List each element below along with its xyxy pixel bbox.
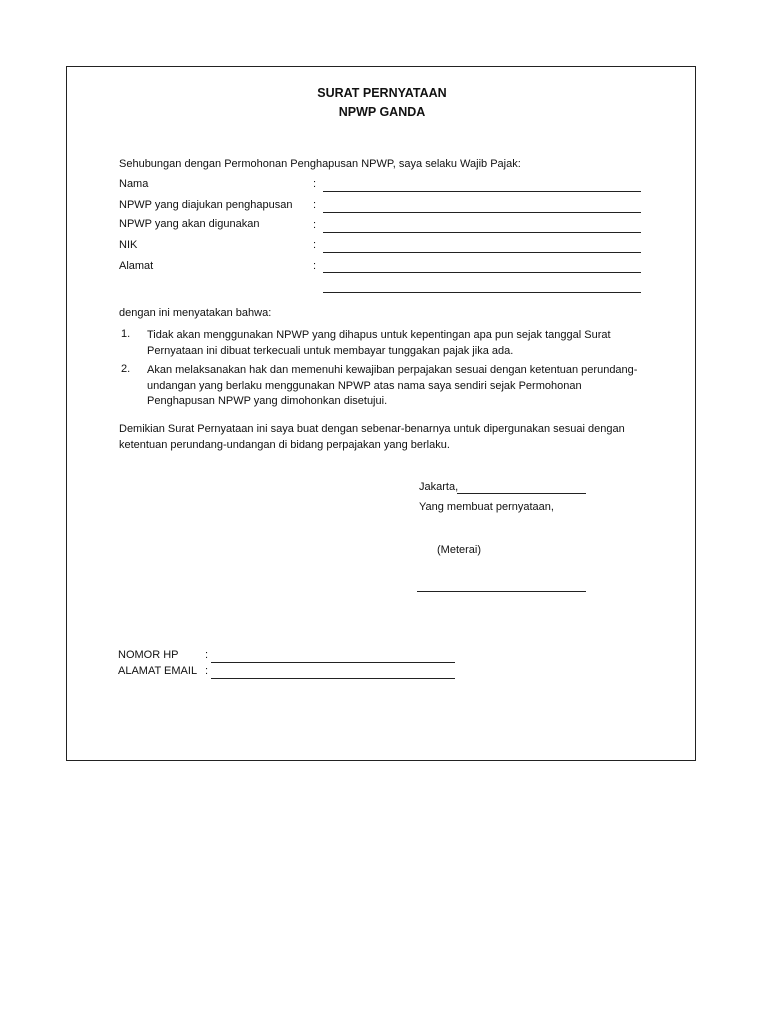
field-colon: :: [313, 178, 317, 190]
field-label-npwp-dihapus: NPWP yang diajukan penghapusan: [119, 199, 293, 211]
intro-text: Sehubungan dengan Permohonan Penghapusan NPWP, saya selaku Wajib Pajak:: [119, 158, 521, 170]
field-label-nama: Nama: [119, 178, 149, 190]
field-label-alamat: Alamat: [119, 260, 154, 272]
list-item: [147, 363, 647, 410]
field-colon: :: [313, 239, 317, 251]
field-colon: :: [313, 219, 317, 231]
list-item-line: Penghapusan NPWP yang dimohonkan disetujui.: [147, 395, 388, 407]
list-item-number: 1.: [121, 328, 131, 340]
field-line-npwp-digunakan[interactable]: [323, 232, 641, 233]
field-line-alamat-2[interactable]: [323, 292, 641, 293]
declaration-text: dengan ini menyatakan bahwa:: [119, 307, 272, 319]
field-colon: :: [205, 665, 209, 677]
list-item-line: Tidak akan menggunakan NPWP yang dihapus untuk kepentingan apa pun sejak tanggal Surat: [147, 329, 611, 341]
field-colon: :: [313, 260, 317, 272]
list-item-number: 2.: [121, 363, 131, 375]
statement-form: [66, 66, 696, 761]
contact-label-phone: NOMOR HP: [118, 649, 179, 661]
closing-line: ketentuan perundang-undangan di bidang perpajakan yang berlaku.: [119, 438, 450, 451]
list-item-line: Akan melaksanakan hak dan memenuhi kewajiban perpajakan sesuai dengan ketentuan perundang-: [147, 364, 638, 376]
field-label-npwp-digunakan: NPWP yang akan digunakan: [119, 218, 260, 230]
field-line-nik[interactable]: [323, 252, 641, 253]
closing-paragraph: [119, 422, 659, 453]
list-item-line: undangan yang berlaku menggunakan NPWP atas nama saya sendiri sejak Permohonan: [147, 379, 582, 392]
field-label-nik: NIK: [119, 239, 138, 251]
signature-line[interactable]: [417, 591, 586, 592]
closing-line: Demikian Surat Pernyataan ini saya buat dengan sebenar-benarnya untuk dipergunakan sesuai dengan: [119, 423, 625, 435]
field-line-nama[interactable]: [323, 191, 641, 192]
list-item-line: Pernyataan ini dibuat terkecuali untuk membayar tunggakan pajak jika ada.: [147, 344, 514, 357]
contact-label-email: ALAMAT EMAIL: [118, 665, 198, 677]
field-line-npwp-dihapus[interactable]: [323, 212, 641, 213]
signature-date-line[interactable]: [457, 493, 586, 494]
email-line[interactable]: [211, 678, 455, 679]
signature-maker: Yang membuat pernyataan,: [419, 501, 554, 513]
form-title: SURAT PERNYATAAN: [317, 86, 447, 100]
signature-place: Jakarta,: [419, 481, 459, 493]
field-colon: :: [205, 649, 209, 661]
form-subtitle: NPWP GANDA: [338, 105, 426, 119]
field-colon: :: [313, 199, 317, 211]
field-line-alamat-1[interactable]: [323, 272, 641, 273]
phone-line[interactable]: [211, 662, 455, 663]
list-item: [147, 328, 647, 359]
stamp-placeholder: (Meterai): [437, 544, 482, 556]
